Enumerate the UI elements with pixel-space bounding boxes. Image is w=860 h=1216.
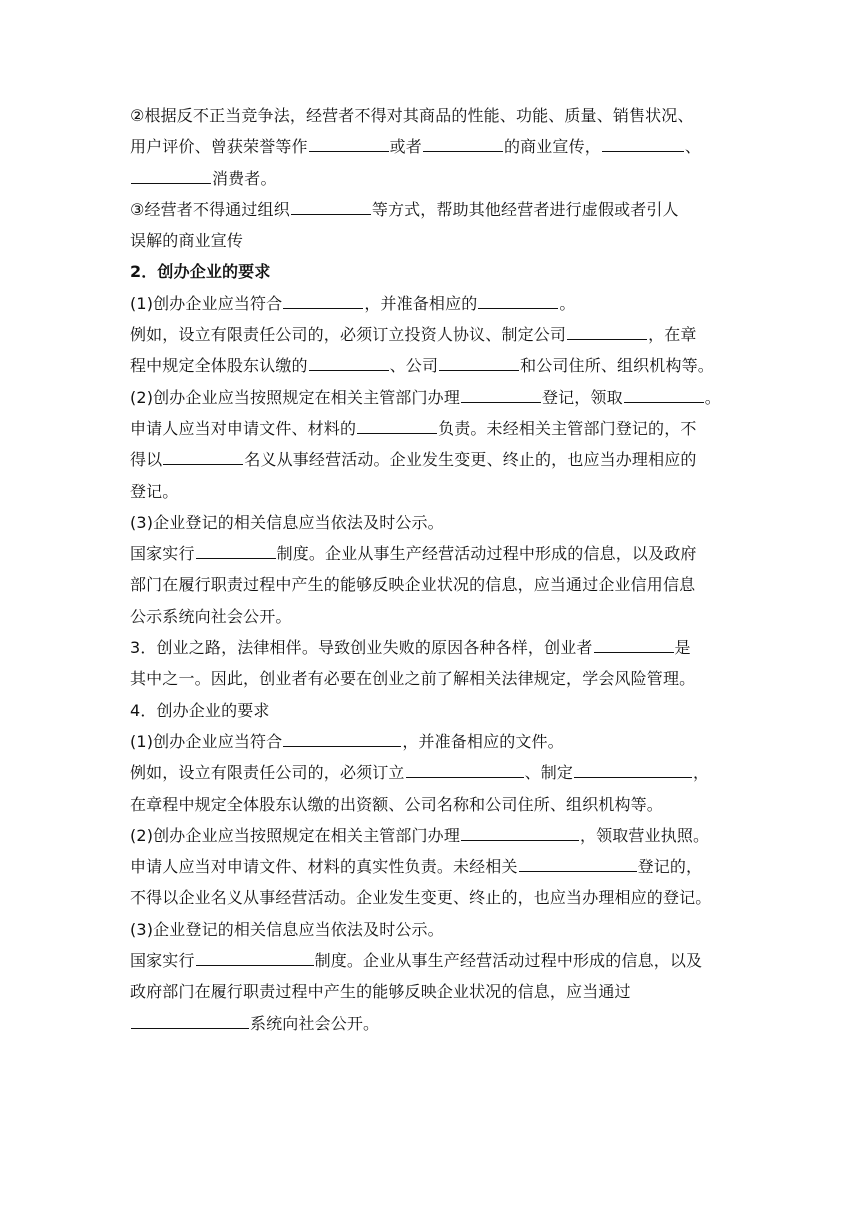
fill-in-blank[interactable] bbox=[423, 151, 503, 152]
text-line bbox=[130, 1008, 740, 1039]
text-segment: (1)创办企业应当符合 bbox=[130, 731, 283, 751]
text-segment: 或者 bbox=[389, 137, 422, 157]
text-segment: 程中规定全体股东认缴的 bbox=[130, 356, 308, 376]
text-line bbox=[130, 695, 740, 726]
text-segment: 不得以企业名义从事经营活动。企业发生变更、终止的，也应当办理相应的登记。 bbox=[130, 888, 712, 908]
text-segment: 得以 bbox=[130, 450, 163, 470]
text-line bbox=[130, 163, 740, 194]
fill-in-blank[interactable] bbox=[478, 308, 558, 309]
text-segment: (3)企业登记的相关信息应当依法及时公示。 bbox=[130, 512, 444, 532]
text-segment: ，并准备相应的 bbox=[364, 293, 478, 313]
fill-in-blank[interactable] bbox=[567, 339, 647, 340]
fill-in-blank[interactable] bbox=[309, 151, 389, 152]
text-line bbox=[130, 632, 740, 663]
fill-in-blank[interactable] bbox=[291, 214, 371, 215]
fill-in-blank[interactable] bbox=[574, 777, 692, 778]
text-line bbox=[130, 444, 740, 475]
section-heading bbox=[130, 256, 740, 287]
text-line bbox=[130, 882, 740, 913]
text-segment: 、制定 bbox=[524, 763, 574, 783]
fill-in-blank[interactable] bbox=[602, 151, 684, 152]
text-line bbox=[130, 225, 740, 256]
text-line bbox=[130, 194, 740, 225]
text-segment: 制度。企业从事生产经营活动过程中形成的信息，以及政府 bbox=[276, 544, 697, 564]
text-segment: 申请人应当对申请文件、材料的真实性负责。未经相关 bbox=[130, 857, 518, 877]
text-segment: 政府部门在履行职责过程中产生的能够反映企业状况的信息，应当通过 bbox=[130, 982, 631, 1002]
text-line bbox=[130, 820, 740, 851]
fill-in-blank[interactable] bbox=[439, 370, 519, 371]
text-line bbox=[130, 945, 740, 976]
text-segment: 系统向社会公开。 bbox=[250, 1013, 380, 1033]
text-segment: 例如，设立有限责任公司的，必须订立投资人协议、制定公司 bbox=[130, 325, 567, 345]
text-segment: ，领取营业执照。 bbox=[579, 825, 710, 845]
fill-in-blank[interactable] bbox=[283, 308, 363, 309]
text-segment: ②根据反不正当竞争法，经营者不得对其商品的性能、功能、质量、销售状况、 bbox=[130, 106, 694, 125]
text-segment: 国家实行 bbox=[130, 951, 195, 971]
fill-in-blank[interactable] bbox=[357, 433, 437, 434]
text-segment: ，并准备相应的文件。 bbox=[402, 731, 564, 751]
text-line bbox=[130, 476, 740, 507]
text-line bbox=[130, 350, 740, 381]
text-segment: 2．创办企业的要求 bbox=[130, 262, 271, 282]
text-segment: 是 bbox=[674, 638, 691, 658]
text-segment: (2)创办企业应当按照规定在相关主管部门办理 bbox=[130, 825, 460, 845]
text-segment: (1)创办企业应当符合 bbox=[130, 293, 283, 313]
text-segment: 等方式，帮助其他经营者进行虚假或者引人 bbox=[371, 199, 679, 219]
text-segment: 国家实行 bbox=[130, 544, 195, 564]
text-segment: 和公司住所、组织机构等。 bbox=[520, 356, 714, 376]
text-segment: 公示系统向社会公开。 bbox=[130, 606, 292, 626]
text-segment: ③经营者不得通过组织 bbox=[130, 199, 290, 219]
text-line bbox=[130, 601, 740, 632]
text-segment: 名义从事经营活动。企业发生变更、终止的，也应当办理相应的 bbox=[244, 450, 697, 470]
text-line bbox=[130, 131, 740, 162]
text-segment: 4．创办企业的要求 bbox=[130, 700, 270, 720]
text-segment: (2)创办企业应当按照规定在相关主管部门办理 bbox=[130, 387, 460, 407]
text-segment: 登记。 bbox=[130, 481, 179, 501]
fill-in-blank[interactable] bbox=[461, 840, 579, 841]
fill-in-blank[interactable] bbox=[163, 464, 243, 465]
text-line bbox=[130, 851, 740, 882]
text-segment: 部门在履行职责过程中产生的能够反映企业状况的信息，应当通过企业信用信息 bbox=[130, 575, 696, 595]
text-segment: 登记的， bbox=[637, 857, 703, 877]
text-line bbox=[130, 288, 740, 319]
fill-in-blank[interactable] bbox=[461, 402, 541, 403]
text-segment: 申请人应当对申请文件、材料的 bbox=[130, 418, 357, 438]
text-segment: 。 bbox=[704, 387, 721, 407]
text-segment: 消费者。 bbox=[212, 168, 277, 188]
fill-in-blank[interactable] bbox=[196, 965, 314, 966]
text-line bbox=[130, 413, 740, 444]
document-page bbox=[130, 100, 740, 1039]
text-segment: 。 bbox=[559, 293, 576, 313]
text-segment: ， bbox=[693, 763, 710, 783]
text-segment: (3)企业登记的相关信息应当依法及时公示。 bbox=[130, 919, 444, 939]
text-segment: 制度。企业从事生产经营活动过程中形成的信息，以及 bbox=[314, 951, 703, 971]
text-segment: ，在章 bbox=[648, 325, 697, 345]
fill-in-blank[interactable] bbox=[309, 370, 389, 371]
text-segment: 的商业宣传， bbox=[503, 137, 601, 157]
text-line bbox=[130, 538, 740, 569]
text-line bbox=[130, 914, 740, 945]
fill-in-blank[interactable] bbox=[196, 558, 276, 559]
fill-in-blank[interactable] bbox=[406, 777, 524, 778]
text-line bbox=[130, 976, 740, 1007]
text-line bbox=[130, 319, 740, 350]
text-segment: 在章程中规定全体股东认缴的出资额、公司名称和公司住所、组织机构等。 bbox=[130, 794, 663, 814]
fill-in-blank[interactable] bbox=[624, 402, 704, 403]
fill-in-blank[interactable] bbox=[519, 871, 637, 872]
text-line bbox=[130, 569, 740, 600]
fill-in-blank[interactable] bbox=[283, 746, 401, 747]
text-line bbox=[130, 100, 740, 131]
fill-in-blank[interactable] bbox=[131, 1028, 249, 1029]
text-segment: 例如，设立有限责任公司的，必须订立 bbox=[130, 763, 405, 783]
text-line bbox=[130, 789, 740, 820]
text-segment: 用户评价、曾获荣誉等作 bbox=[130, 137, 308, 157]
text-line bbox=[130, 757, 740, 788]
text-segment: 、公司 bbox=[389, 356, 439, 376]
text-line bbox=[130, 382, 740, 413]
text-segment: 3．创业之路，法律相伴。导致创业失败的原因各种各样，创业者 bbox=[130, 638, 593, 658]
text-line bbox=[130, 726, 740, 757]
text-line bbox=[130, 663, 740, 694]
text-segment: 误解的商业宣传 bbox=[130, 231, 244, 251]
text-segment: 、 bbox=[684, 137, 702, 157]
text-segment: 负责。未经相关主管部门登记的，不 bbox=[438, 418, 697, 438]
fill-in-blank[interactable] bbox=[594, 652, 674, 653]
text-line bbox=[130, 507, 740, 538]
text-segment: 登记，领取 bbox=[541, 387, 623, 407]
fill-in-blank[interactable] bbox=[131, 183, 211, 184]
text-segment: 其中之一。因此，创业者有必要在创业之前了解相关法律规定，学会风险管理。 bbox=[130, 669, 696, 689]
